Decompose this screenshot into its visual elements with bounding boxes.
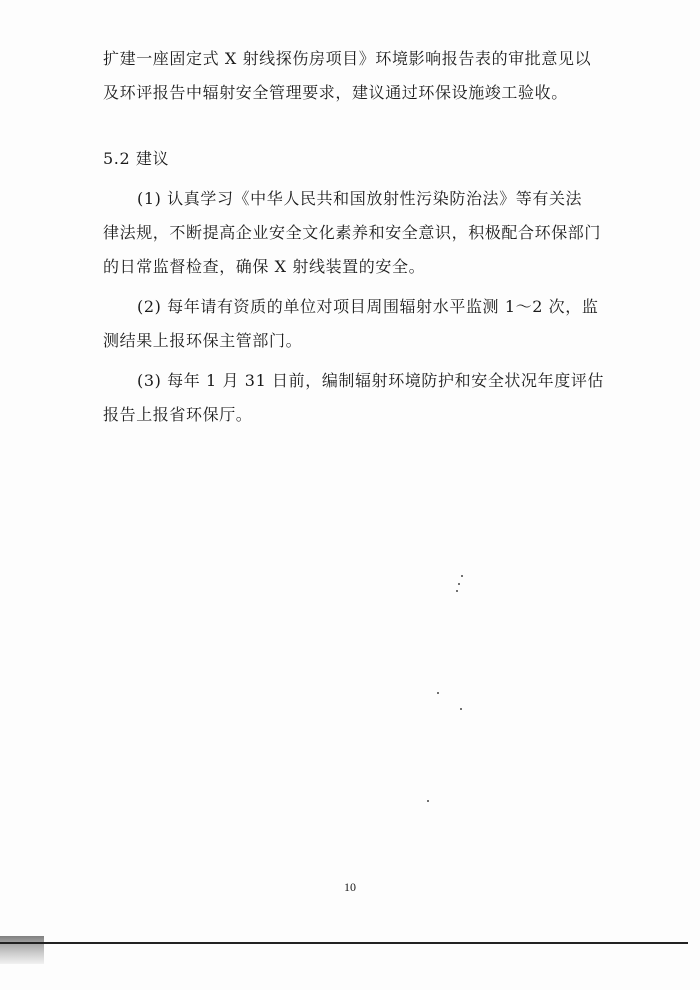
paragraph-line: (1) 认真学习《中华人民共和国放射性污染防治法》等有关法 — [137, 189, 583, 208]
paragraph-line: (2) 每年请有资质的单位对项目周围辐射水平监测 1～2 次，监 — [137, 297, 599, 316]
recommendation-item-2 — [103, 290, 613, 358]
scan-speck — [458, 583, 460, 585]
recommendation-item-3 — [103, 364, 613, 432]
paragraph-line: 的日常监督检查，确保 X 射线装置的安全。 — [103, 257, 426, 276]
paragraph-line: 报告上报省环保厅。 — [103, 405, 253, 424]
scan-edge-mark — [0, 936, 44, 964]
page-number: 10 — [344, 880, 356, 894]
recommendation-item-1 — [103, 182, 613, 284]
scan-speck — [460, 708, 462, 710]
footer-rule — [0, 942, 688, 944]
scan-speck — [456, 590, 458, 592]
scan-speck — [461, 575, 463, 577]
paragraph-line: 扩建一座固定式 X 射线探伤房项目》环境影响报告表的审批意见以 — [103, 49, 592, 68]
intro-paragraph — [103, 42, 613, 110]
paragraph-line: 测结果上报环保主管部门。 — [103, 331, 303, 350]
paragraph-line: 及环评报告中辐射安全管理要求，建议通过环保设施竣工验收。 — [103, 83, 568, 102]
scan-speck — [427, 800, 429, 802]
section-heading: 5.2 建议 — [103, 149, 170, 168]
paragraph-line: 律法规，不断提高企业安全文化素养和安全意识，积极配合环保部门 — [103, 223, 602, 242]
scan-speck — [437, 692, 439, 694]
paragraph-line: (3) 每年 1 月 31 日前，编制辐射环境防护和安全状况年度评估 — [137, 371, 605, 390]
